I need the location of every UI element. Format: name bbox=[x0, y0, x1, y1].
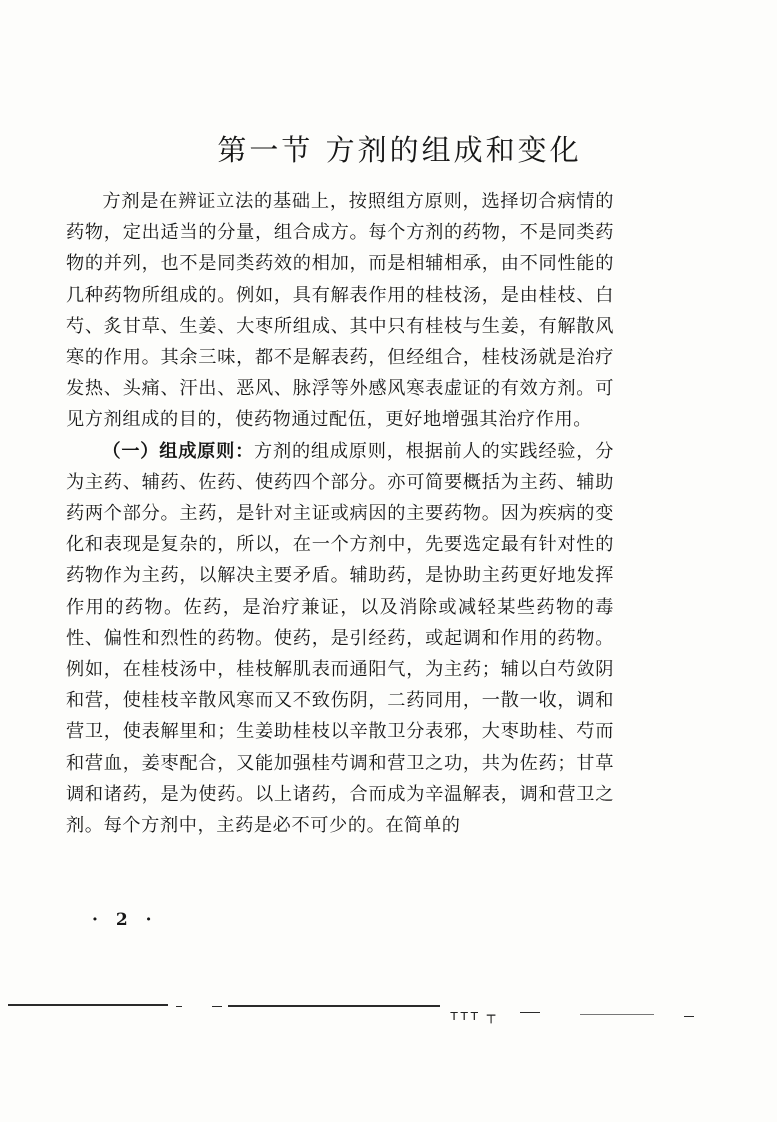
scan-edge-dash-2 bbox=[212, 1006, 222, 1007]
scan-edge-dash-4 bbox=[684, 1016, 694, 1017]
paragraph-intro bbox=[66, 186, 614, 436]
paragraph-composition-principle bbox=[66, 436, 614, 842]
paragraph-intro-text: 方剂是在辨证立法的基础上，按照组方原则，选择切合病情的药物，定出适当的分量，组合成方。每个方剂的药物，不是同类药物的并列，也不是同类药效的相加，而是相辅相承，由不同性能的几种药物所组成的。例如，具有解表作用的桂枝汤，是由桂枝、白芍、炙甘草、生姜、大枣所组成、其中只有桂枝与生姜，有解散风寒的作用。其余三味，都不是解表药，但经组合，桂枝汤就是治疗发热、头痛、汗出、恶风、脉浮等外感风寒表虚证的有效方剂。可见方剂组成的目的，使药物通过配伍，更好地增强其治疗作用。 bbox=[66, 191, 614, 431]
body-text bbox=[66, 186, 614, 841]
scan-artifact-mark: ттт ┬ bbox=[450, 1008, 498, 1024]
scan-edge-dash-3 bbox=[580, 1014, 654, 1015]
scan-edge-line-center bbox=[228, 1005, 440, 1007]
section-title: 第一节 方剂的组成和变化 bbox=[217, 133, 582, 167]
paragraph-composition-text: 方剂的组成原则，根据前人的实践经验，分为主药、辅药、佐药、使药四个部分。亦可简要概括为主药、辅助药两个部分。主药，是针对主证或病因的主要药物。因为疾病的变化和表现是复杂的，所以，在一个方剂中，先要选定最有针对性的药物作为主药，以解决主要矛盾。辅助药，是协助主药更好地发挥作用的药物。佐药，是治疗兼证，以及消除或减轻某些药物的毒性、偏性和烈性的药物。使药，是引经药，或起调和作用的药物。例如，在桂枝汤中，桂枝解肌表而通阳气，为主药；辅以白芍敛阴和营，使桂枝辛散风寒而又不致伤阴，二药同用，一散一收，调和营卫，使表解里和；生姜助桂枝以辛散卫分表邪，大枣助桂、芍而和营血，姜枣配合，又能加强桂芍调和营卫之功，共为佐药；甘草调和诸药，是为使药。以上诸药，合而成为辛温解表，调和营卫之剂。每个方剂中，主药是必不可少的。在简单的 bbox=[66, 440, 614, 837]
subsection-heading: （一）组成原则： bbox=[102, 440, 255, 462]
page-number: · 2 · bbox=[92, 910, 158, 930]
scan-edge-line-left bbox=[8, 1004, 168, 1006]
scan-edge-dash-1 bbox=[176, 1006, 182, 1007]
scan-edge-line-right bbox=[520, 1012, 540, 1013]
